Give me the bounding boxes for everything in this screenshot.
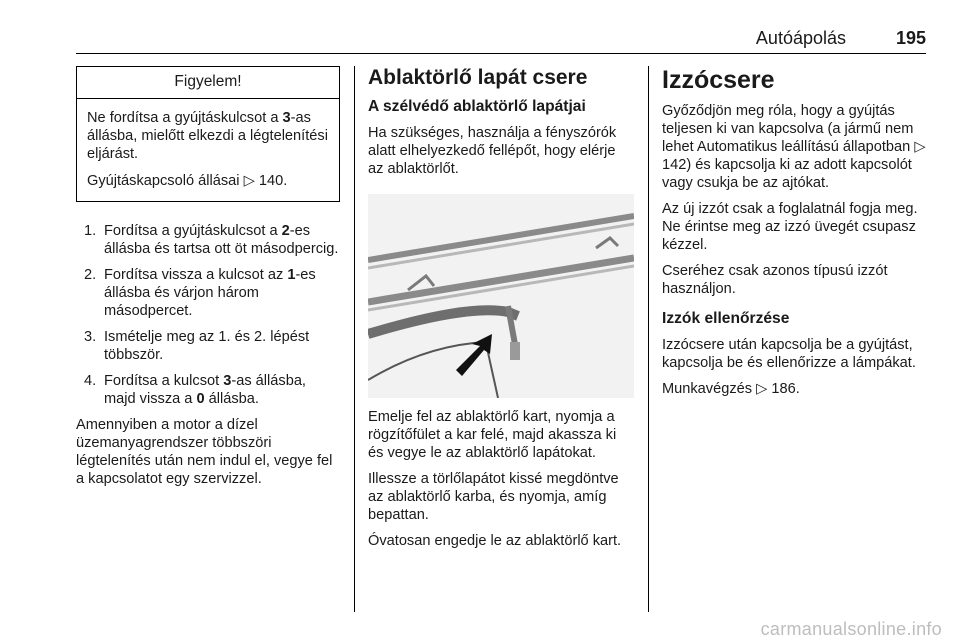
body-paragraph: Amennyiben a motor a dízel üzemanyagrendszer többszöri légtelenítés után nem indul el, vegye fel a kapcsolatot egy szervizzel. bbox=[76, 417, 333, 487]
wiper-heading: Ablaktörlő lapát csere bbox=[368, 66, 588, 89]
body-paragraph: Emelje fel az ablaktörlő kart, nyomja a rögzítőfület a kar felé, majd akassza ki és vegye le az ablaktörlő lapátokat. bbox=[368, 409, 617, 461]
wiper-subheading: A szélvédő ablaktörlő lapátjai bbox=[368, 98, 586, 115]
body-paragraph: Óvatosan engedje le az ablaktörlő kart. bbox=[368, 533, 622, 549]
bulb-check-heading: Izzók ellenőrzése bbox=[662, 310, 790, 327]
body-paragraph: Munkavégzés ▷ 186. bbox=[662, 381, 800, 397]
reference-arrow-icon: ▷ bbox=[914, 139, 926, 155]
wiper-drawing bbox=[368, 194, 634, 398]
body-paragraph: Illessze a törlőlapátot kissé megdöntve az ablaktörlő karba, és nyomja, amíg bepattan. bbox=[368, 471, 619, 523]
list-item: 2. Fordítsa vissza a kulcsot az 1-es állásba és várjon három másodpercet. bbox=[84, 267, 316, 319]
page-header bbox=[76, 24, 926, 54]
list-item: 3. Ismételje meg az 1. és 2. lépést többször. bbox=[84, 329, 310, 363]
body-paragraph: Győződjön meg róla, hogy a gyújtás teljesen ki van kapcsolva (a jármű nem lehet Automatikus leállítású állapotban ▷ 142) és kapcsolja ki az adott kapcsolót vagy csukja be az ajtókat. bbox=[662, 103, 926, 191]
body-paragraph: Az új izzót csak a foglalatnál fogja meg. Ne érintse meg az izzó üvegét csupasz kézzel. bbox=[662, 201, 918, 253]
column-divider bbox=[354, 66, 355, 612]
page-number: 195 bbox=[895, 28, 926, 48]
column-right bbox=[662, 66, 926, 406]
body-paragraph: Ha szükséges, használja a fényszórók alatt elhelyezkedő fellépőt, hogy elérje az ablaktörlőt. bbox=[368, 125, 617, 177]
column-divider bbox=[648, 66, 649, 612]
warning-title: Figyelem! bbox=[77, 67, 339, 99]
wiper-illustration bbox=[368, 194, 634, 398]
header-rule bbox=[76, 53, 926, 54]
reference-arrow-icon: ▷ bbox=[243, 173, 255, 189]
step-list bbox=[76, 222, 340, 408]
list-item: 4. Fordítsa a kulcsot 3-as állásba, majd vissza a 0 állásba. bbox=[84, 373, 306, 407]
bulb-heading: Izzócsere bbox=[662, 66, 775, 94]
warning-box bbox=[76, 66, 340, 202]
warning-body bbox=[77, 99, 339, 201]
column-left bbox=[76, 66, 340, 496]
reference-arrow-icon: ▷ bbox=[756, 381, 768, 397]
column-middle bbox=[368, 66, 634, 558]
page-link[interactable]: 186. bbox=[771, 381, 800, 397]
section-title: Autóápolás bbox=[755, 28, 846, 48]
warning-reference: Gyújtáskapcsoló állásai ▷ 140. bbox=[87, 173, 288, 189]
page-link[interactable]: 140. bbox=[258, 173, 288, 189]
body-paragraph: Izzócsere után kapcsolja be a gyújtást, kapcsolja be és ellenőrizze a lámpákat. bbox=[662, 337, 916, 371]
warning-text: Ne fordítsa a gyújtáskulcsot a 3-as állásba, mielőtt elkezdi a légtelenítési eljárást. bbox=[87, 110, 328, 162]
page-link[interactable]: 142 bbox=[662, 157, 687, 173]
list-item: 1. Fordítsa a gyújtáskulcsot a 2-es állásba és tartsa ott öt másodpercig. bbox=[84, 223, 339, 257]
body-paragraph: Cseréhez csak azonos típusú izzót használjon. bbox=[662, 263, 888, 297]
watermark: carmanualsonline.info bbox=[760, 619, 942, 639]
